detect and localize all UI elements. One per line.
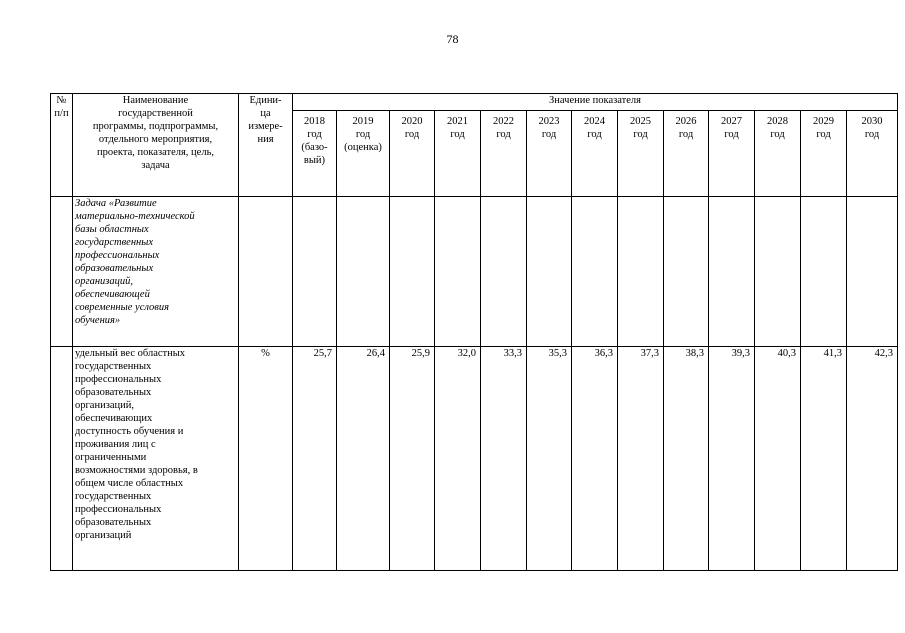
header-year-text: 2030 год xyxy=(861,116,883,140)
indicator-value-cell xyxy=(618,347,664,571)
header-year-text: 2028 год xyxy=(767,116,788,140)
header-year-cell xyxy=(755,111,801,197)
task-value-cell xyxy=(435,197,481,347)
header-unit xyxy=(239,94,293,197)
task-value-cell xyxy=(709,197,755,347)
indicator-value-text: 35,3 xyxy=(548,348,567,359)
indicator-value-cell xyxy=(527,347,572,571)
task-value-cell xyxy=(527,197,572,347)
task-value-cell xyxy=(664,197,709,347)
indicator-value-cell xyxy=(435,347,481,571)
header-year-cell xyxy=(481,111,527,197)
header-year-cell xyxy=(664,111,709,197)
indicator-value-text: 39,3 xyxy=(731,348,750,359)
indicator-value-cell xyxy=(801,347,847,571)
indicator-value-cell xyxy=(390,347,435,571)
task-num-cell xyxy=(51,197,73,347)
header-year-cell xyxy=(293,111,337,197)
header-year-text: 2027 год xyxy=(721,116,742,140)
header-year-cell xyxy=(337,111,390,197)
header-year-text: 2020 год xyxy=(401,116,423,140)
indicator-value-cell xyxy=(709,347,755,571)
header-year-cell xyxy=(801,111,847,197)
header-year-cell xyxy=(847,111,898,197)
header-year-text: 2019 год (оценка) xyxy=(344,116,382,153)
header-name-text: Наименование государственной программы, подпрограммы, отдельного мероприятия, проекта, показателя, цель, задача xyxy=(92,95,219,171)
indicator-num-cell xyxy=(51,347,73,571)
header-year-cell xyxy=(527,111,572,197)
task-row xyxy=(51,197,898,347)
indicator-value-cell xyxy=(337,347,390,571)
page-number: 78 xyxy=(446,32,459,46)
header-num-text: № п/п xyxy=(54,95,69,119)
indicator-value-cell xyxy=(664,347,709,571)
header-year-text: 2024 год xyxy=(584,116,605,140)
indicator-name-cell xyxy=(73,347,239,571)
header-year-cell xyxy=(709,111,755,197)
header-year-text: 2022 год xyxy=(493,116,514,140)
task-value-cell xyxy=(293,197,337,347)
indicator-value-text: 40,3 xyxy=(777,348,796,359)
indicator-value-cell xyxy=(847,347,898,571)
task-value-cell xyxy=(390,197,435,347)
indicator-value-text: 32,0 xyxy=(457,348,476,359)
task-value-cell xyxy=(337,197,390,347)
header-row-top xyxy=(51,94,898,111)
task-value-cell xyxy=(801,197,847,347)
task-name-cell xyxy=(73,197,239,347)
indicator-value-cell xyxy=(755,347,801,571)
header-year-text: 2021 год xyxy=(447,116,468,140)
header-num xyxy=(51,94,73,197)
indicator-value-cell xyxy=(481,347,527,571)
header-year-text: 2018 год (базо- вый) xyxy=(301,116,328,166)
indicator-value-text: 38,3 xyxy=(685,348,704,359)
header-year-cell xyxy=(390,111,435,197)
indicator-row xyxy=(51,347,898,571)
indicator-value-text: 37,3 xyxy=(640,348,659,359)
indicator-unit-text: % xyxy=(261,348,270,359)
header-unit-text: Едини- ца измере- ния xyxy=(248,95,283,145)
header-name xyxy=(73,94,239,197)
indicator-value-text: 36,3 xyxy=(594,348,613,359)
task-name-text: Задача «Развитие материально-технической базы областных государственных профессиональных образовательных организаций, обеспечивающей современные условия обучения» xyxy=(75,198,195,326)
header-year-cell xyxy=(435,111,481,197)
header-values-group xyxy=(293,94,898,111)
indicator-value-cell xyxy=(572,347,618,571)
header-year-cell xyxy=(618,111,664,197)
indicator-value-text: 25,9 xyxy=(411,348,430,359)
indicator-name-text: удельный вес областных государственных профессиональных образовательных организаций, обеспечивающих доступность обучения и проживания лиц с ограниченными возможностями здоровья, в общем числе областных государственных профессиональных образовательных организаций xyxy=(75,348,198,541)
task-value-cell xyxy=(481,197,527,347)
task-value-cell xyxy=(847,197,898,347)
indicator-value-text: 26,4 xyxy=(366,348,385,359)
header-year-text: 2025 год xyxy=(630,116,651,140)
task-value-cell xyxy=(572,197,618,347)
indicator-value-text: 42,3 xyxy=(874,348,894,359)
task-unit-cell xyxy=(239,197,293,347)
header-year-cell xyxy=(572,111,618,197)
header-year-text: 2026 год xyxy=(675,116,697,140)
header-year-text: 2029 год xyxy=(813,116,834,140)
indicators-table xyxy=(50,93,898,571)
task-value-cell xyxy=(618,197,664,347)
task-value-cell xyxy=(755,197,801,347)
header-year-text: 2023 год xyxy=(538,116,560,140)
indicator-value-text: 33,3 xyxy=(503,348,522,359)
indicator-value-text: 25,7 xyxy=(313,348,332,359)
header-values-group-text: Значение показателя xyxy=(549,95,641,106)
indicator-value-text: 41,3 xyxy=(823,348,842,359)
indicator-value-cell xyxy=(293,347,337,571)
indicator-unit-cell xyxy=(239,347,293,571)
